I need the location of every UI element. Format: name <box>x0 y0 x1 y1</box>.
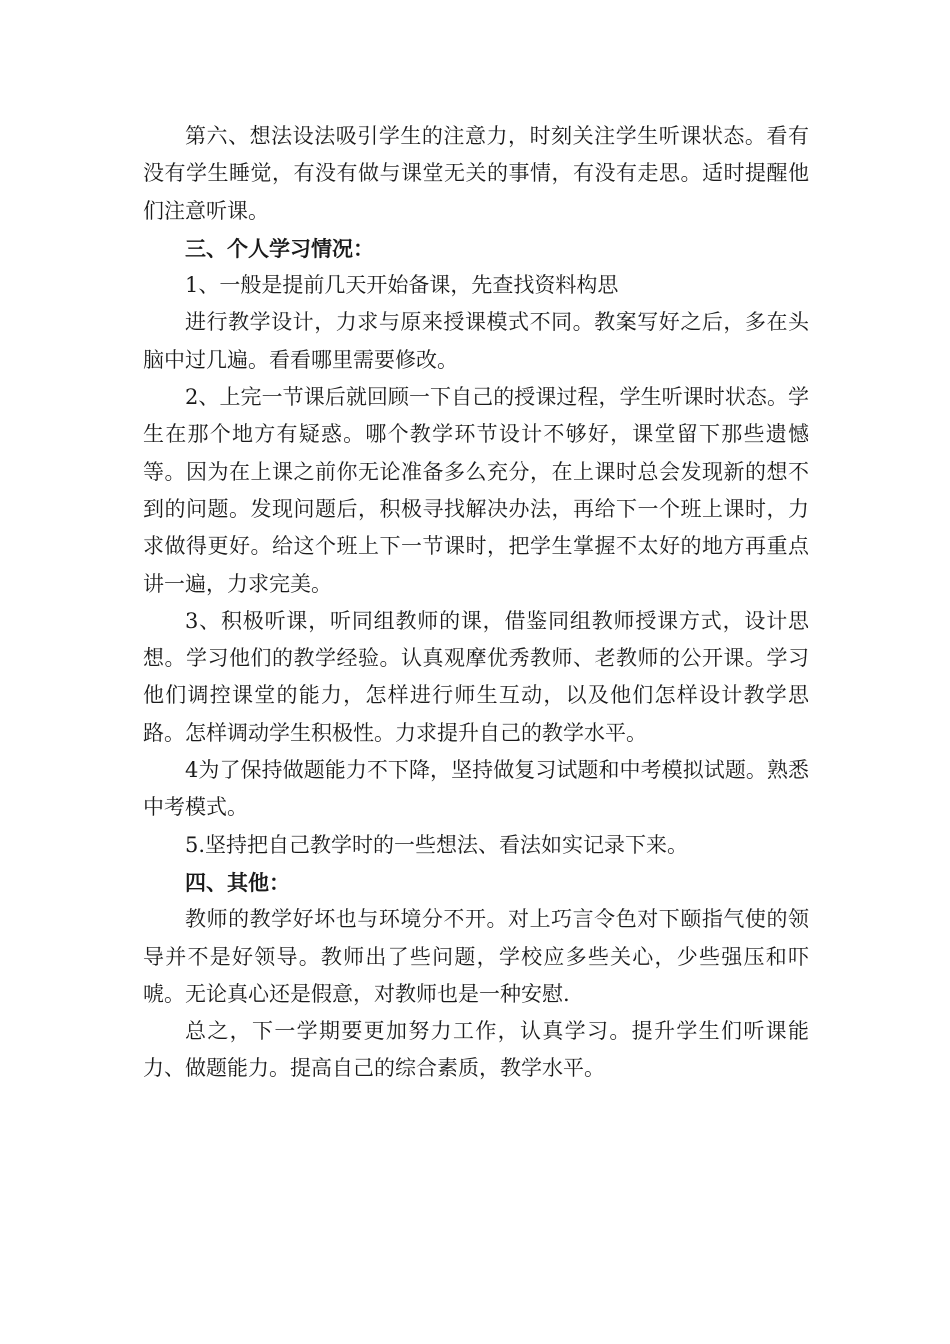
section-heading-other: 四、其他： <box>185 869 290 895</box>
paragraph-environment: 教师的教学好坏也与环境分不开。对上巧言令色对下颐指气使的领导并不是好领导。教师出了些问题，学校应多些关心，少些强压和吓唬。无论真心还是假意，对教师也是一种安慰. <box>143 907 809 1006</box>
paragraph-attention: 第六、想法设法吸引学生的注意力，时刻关注学生听课状态。看有没有学生睡觉，有没有做与课堂无关的事情，有没有走思。适时提醒他们注意听课。 <box>143 124 809 223</box>
paragraph-observe-classes: 3、积极听课，听同组教师的课，借鉴同组教师授课方式，设计思想。学习他们的教学经验。认真观摩优秀教师、老教师的公开课。学习他们调控课堂的能力，怎样进行师生互动，以及他们怎样设计教学思路。怎样调动学生积极性。力求提升自己的教学水平。 <box>143 608 809 745</box>
paragraph-teaching-design: 进行教学设计，力求与原来授课模式不同。教案写好之后，多在头脑中过几遍。看看哪里需要修改。 <box>143 310 809 372</box>
paragraph-lesson-prep: 1、一般是提前几天开始备课，先查找资料构思 <box>185 273 619 298</box>
document-body <box>143 118 809 1088</box>
paragraph-review-lesson: 2、上完一节课后就回顾一下自己的授课过程，学生听课时状态。学生在那个地方有疑惑。哪个教学环节设计不够好，课堂留下那些遗憾等。因为在上课之前你无论准备多么充分，在上课时总会发现新的想不到的问题。发现问题后，积极寻找解决办法，再给下一个班上课时，力求做得更好。给这个班上下一节课时，把学生掌握不太好的地方再重点讲一遍，力求完美。 <box>143 385 809 596</box>
paragraph-record-notes: 5.坚持把自己教学时的一些想法、看法如实记录下来。 <box>185 832 689 857</box>
paragraph-conclusion: 总之，下一学期要更加努力工作，认真学习。提升学生们听课能力、做题能力。提高自己的综合素质，教学水平。 <box>143 1019 809 1081</box>
section-heading-personal-study: 三、个人学习情况： <box>185 235 374 261</box>
paragraph-practice-exams: 4为了保持做题能力不下降，坚持做复习试题和中考模拟试题。熟悉中考模式。 <box>143 758 809 820</box>
